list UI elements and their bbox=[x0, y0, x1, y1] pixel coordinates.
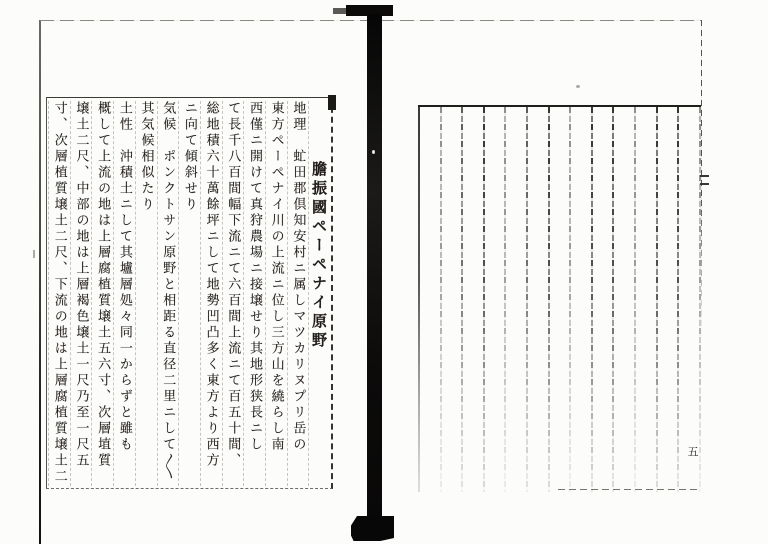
text-column: 西僅ニ開けて真狩農場ニ接壌せり其地形狭長ニし bbox=[243, 101, 265, 486]
margin-tick-mark bbox=[700, 175, 709, 185]
text-columns bbox=[48, 101, 330, 486]
ruled-line bbox=[634, 107, 636, 492]
ruled-line bbox=[569, 107, 571, 492]
ruled-lines bbox=[418, 105, 701, 492]
ruled-line bbox=[677, 107, 679, 492]
ruled-line bbox=[483, 107, 485, 492]
binding-bottom-cap bbox=[351, 516, 394, 541]
ruled-line bbox=[504, 107, 506, 492]
scan-speck bbox=[33, 250, 35, 258]
ruled-line bbox=[612, 107, 614, 492]
ruled-line bbox=[548, 107, 550, 492]
text-column: 其気候相似たり bbox=[135, 101, 157, 486]
text-column: て長千八百間幅下流ニて六百間上流ニて百五十間、 bbox=[222, 101, 244, 486]
page-number: 五 bbox=[686, 446, 699, 459]
title-column: 膽振國ペーペナイ原野 bbox=[308, 101, 330, 486]
text-column: 気候 ポンクトサン原野と相距る直径二里ニして〱 bbox=[157, 101, 179, 486]
ruled-line bbox=[461, 107, 463, 492]
binding-strip bbox=[367, 14, 382, 518]
ink-blob bbox=[328, 95, 336, 110]
ruled-line bbox=[526, 107, 528, 492]
ruled-line bbox=[656, 107, 658, 492]
scan-speck bbox=[576, 85, 580, 88]
text-column: 東方ペーペナイ川の上流ニ位し三方山を繞らし南 bbox=[265, 101, 287, 486]
ruled-line bbox=[418, 107, 420, 492]
ruled-page-bottom-line bbox=[558, 489, 700, 490]
scan-frame-left-edge bbox=[39, 20, 41, 544]
text-column: 寸、次層植質壌土二尺、下流の地は上層腐植質壌土二 bbox=[48, 101, 70, 486]
text-column: ニ向て傾斜せり bbox=[178, 101, 200, 486]
ruled-line bbox=[591, 107, 593, 492]
left-page-text-box bbox=[46, 97, 333, 489]
text-column: 概して上流の地は上層腐植質壌土五六寸、次層埴質 bbox=[91, 101, 113, 486]
scan-speck bbox=[372, 150, 375, 154]
text-column: 土性 沖積土ニして其壚層処々同一からずと雖も bbox=[113, 101, 135, 486]
text-column: 地理 虻田郡倶知安村ニ属しマツカリヌプリ岳の bbox=[287, 101, 309, 486]
text-column: 総地積六十萬餘坪ニして地勢凹凸多く東方より西方 bbox=[200, 101, 222, 486]
text-column: 壌土二尺、中部の地は上層褐色壌土一尺乃至一尺五 bbox=[70, 101, 92, 486]
ruled-line bbox=[440, 107, 442, 492]
ruled-line bbox=[699, 107, 701, 492]
